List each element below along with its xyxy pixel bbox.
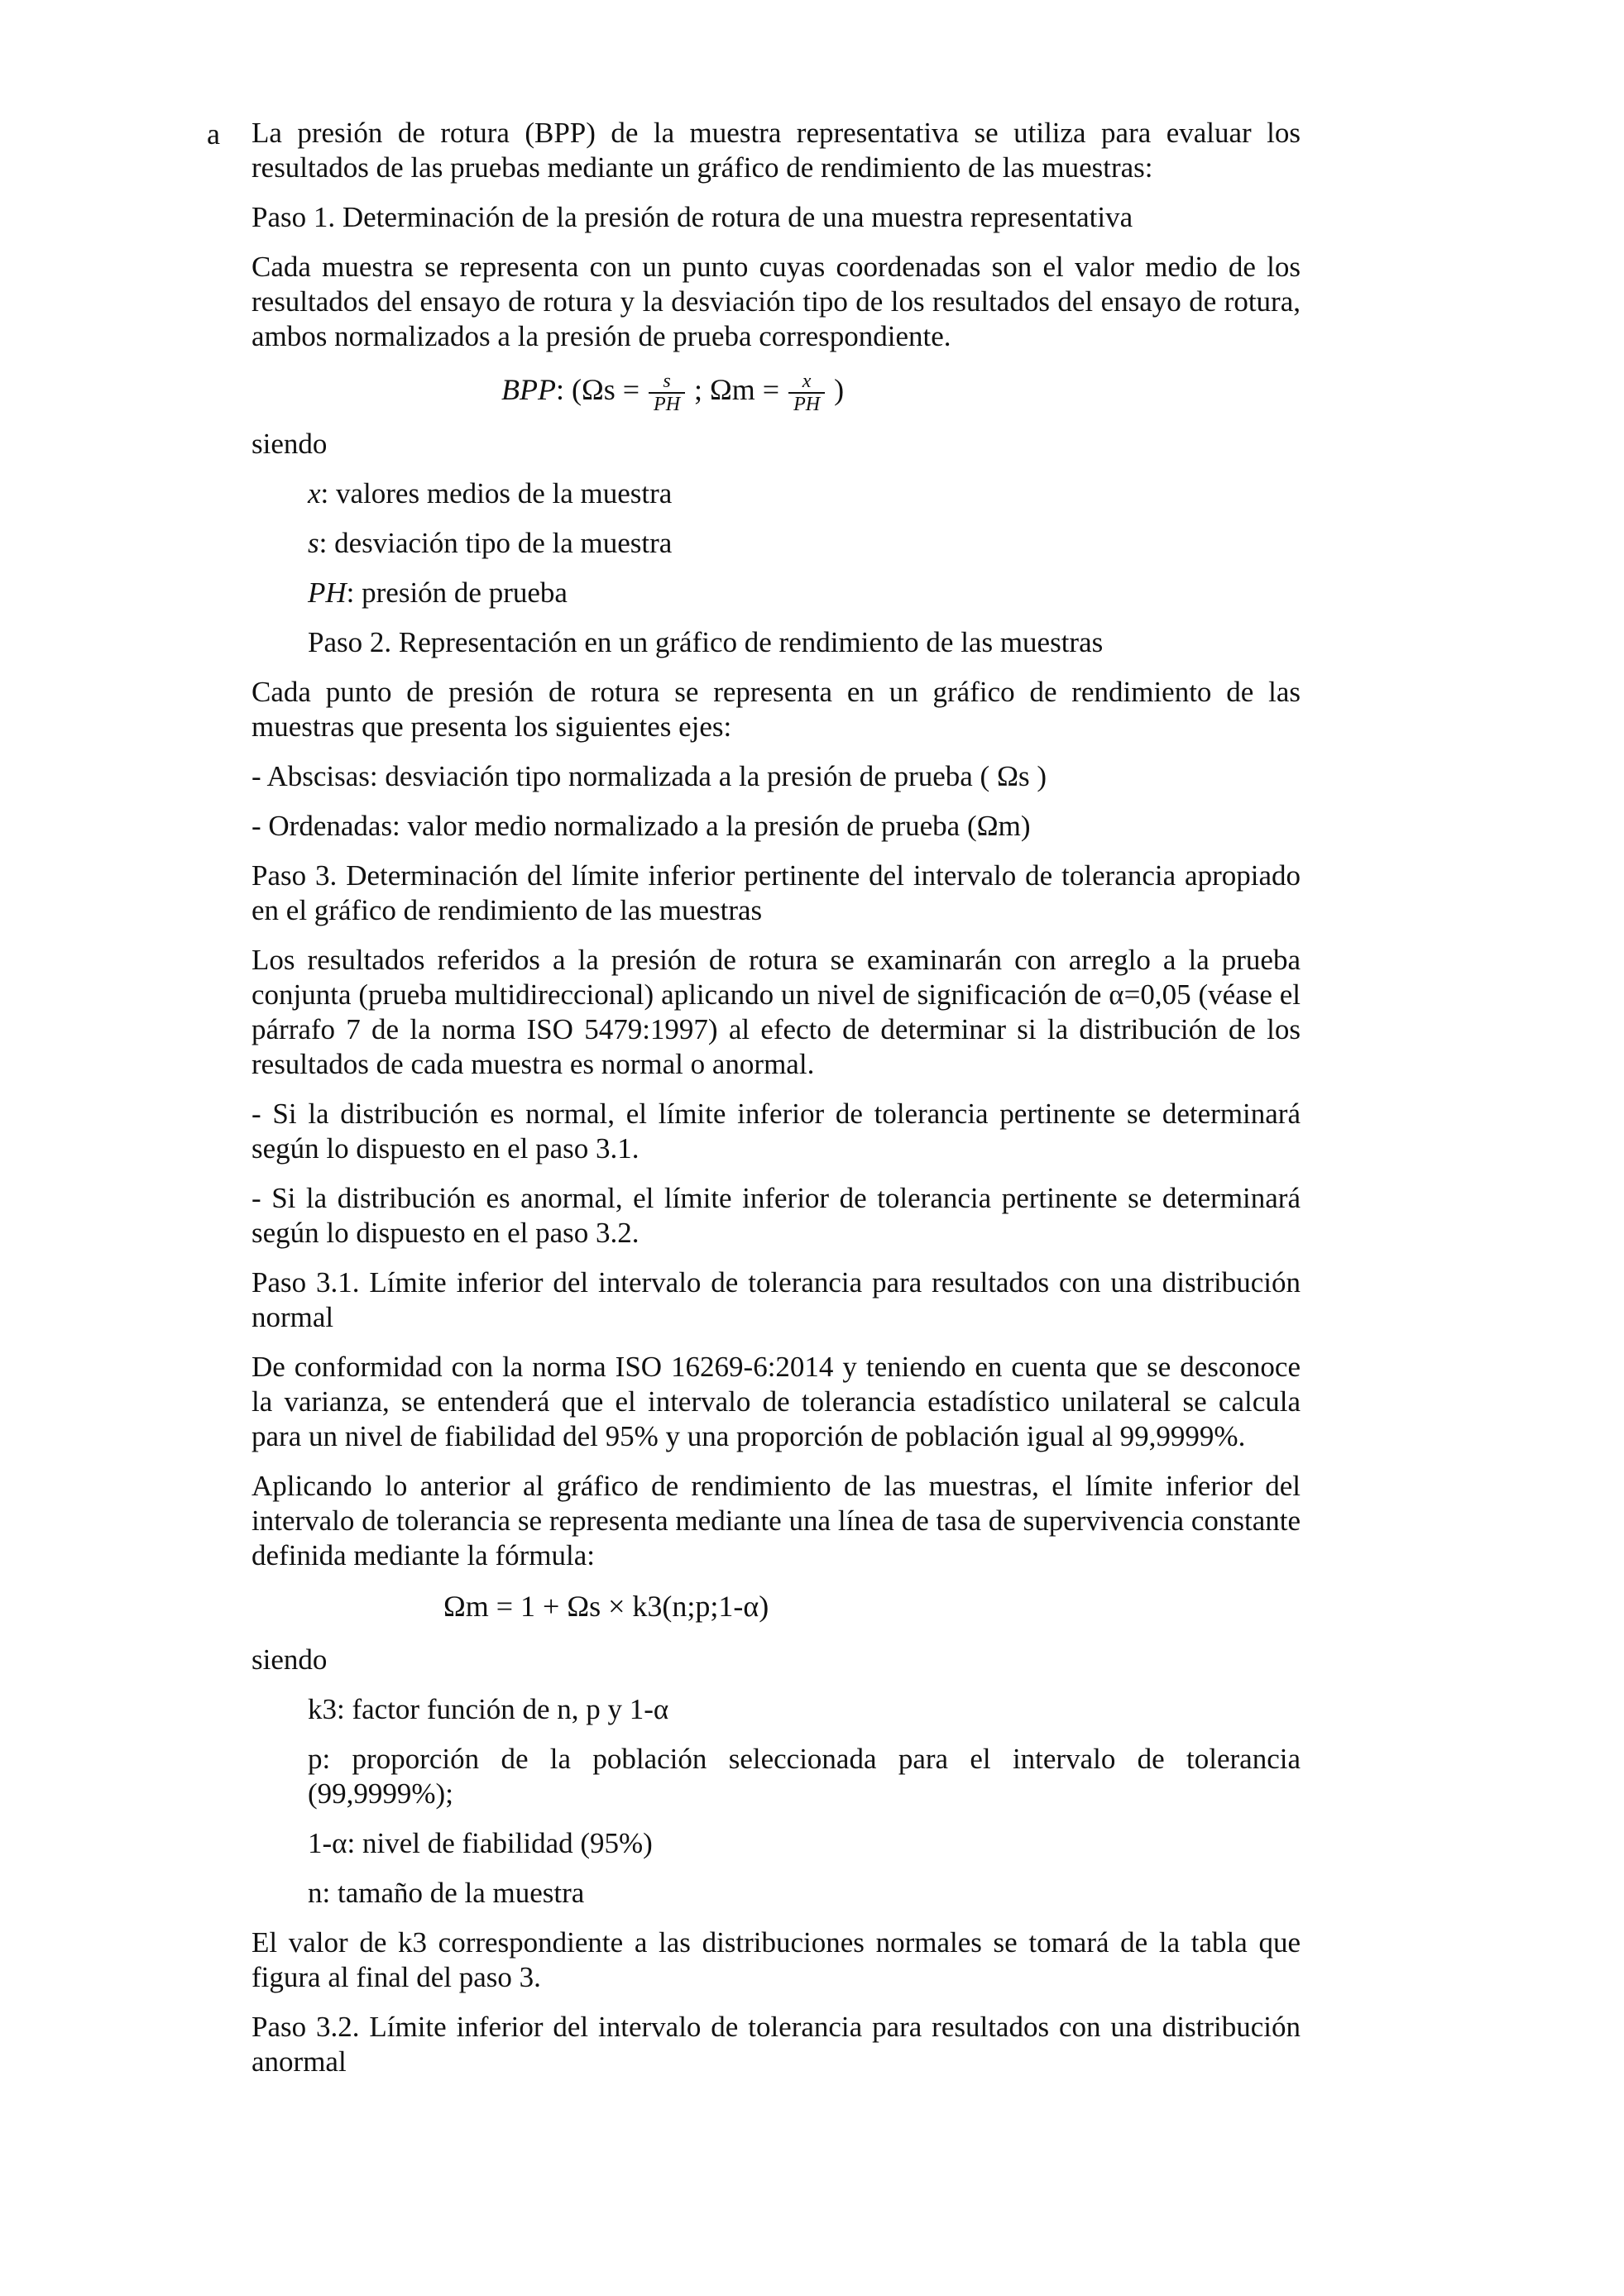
formula-bpp-label: BPP xyxy=(501,373,556,406)
formula-end: ) xyxy=(826,373,845,406)
formula-sep1: : (Ωs = xyxy=(555,373,648,406)
definition-symbol: s xyxy=(308,526,319,559)
paso31-heading: Paso 3.1. Límite inferior del intervalo de tolerancia para resultados con una distribución normal xyxy=(252,1265,1301,1333)
k3-paragraph: El valor de k3 correspondiente a las distribuciones normales se tomará de la tabla que figura al final del paso 3. xyxy=(252,1925,1301,1993)
abscisas-item: - Abscisas: desviación tipo normalizada a la presión de prueba ( Ωs ) xyxy=(252,759,1047,792)
survival-formula: Ωm = 1 + Ωs × k3(n;p;1-α) xyxy=(443,1589,769,1623)
fraction-x-over-ph xyxy=(788,371,825,415)
intro-paragraph: La presión de rotura (BPP) de la muestra representativa se utiliza para evaluar los resultados de las pruebas mediante un gráfico de rendimiento de las muestras: xyxy=(252,117,1301,184)
fraction-s-over-ph xyxy=(649,371,685,415)
document-body xyxy=(252,116,1301,2094)
paso3-paragraph: Los resultados referidos a la presión de rotura se examinarán con arreglo a la prueba conjunta (prueba multidireccional) aplicando un nivel de significación de α=0,05 (véase el párrafo 7 de la norma ISO 5479:1997) al efecto de determinar si la distribución de los resultados de cada muestra es normal o anormal. xyxy=(252,943,1301,1080)
paso31-paragraph-1: De conformidad con la norma ISO 16269-6:2014 y teniendo en cuenta que se desconoce la varianza, se entenderá que el intervalo de tolerancia estadístico unilateral se calcula para un nivel de fiabilidad del 95% y una proporción de población igual al 99,9999%. xyxy=(252,1350,1301,1452)
anormal-rule: - Si la distribución es anormal, el límite inferior de tolerancia pertinente se determinará según lo dispuesto en el paso 3.2. xyxy=(252,1181,1301,1249)
paso1-paragraph: Cada muestra se representa con un punto cuyas coordenadas son el valor medio de los resultados del ensayo de rotura y la desviación tipo de los resultados del ensayo de rotura, ambos normalizados a la presión de prueba correspondiente. xyxy=(252,251,1301,352)
normal-rule: - Si la distribución es normal, el límite inferior de tolerancia pertinente se determinará según lo dispuesto en el paso 3.1. xyxy=(252,1097,1301,1165)
definition-n: n: tamaño de la muestra xyxy=(308,1876,585,1909)
paso1-heading: Paso 1. Determinación de la presión de rotura de una muestra representativa xyxy=(252,201,1133,233)
paso2-heading: Paso 2. Representación en un gráfico de rendimiento de las muestras xyxy=(308,625,1104,658)
fraction-numerator: x xyxy=(788,371,825,394)
definition-text: : presión de prueba xyxy=(346,576,568,609)
definition-k3: k3: factor función de n, p y 1-α xyxy=(308,1692,669,1725)
fraction-numerator: s xyxy=(649,371,685,394)
formula-sep2: ; Ωm = xyxy=(687,373,788,406)
definition-text: : desviación tipo de la muestra xyxy=(319,526,673,559)
list-marker: a xyxy=(207,117,220,151)
definition-symbol: x xyxy=(308,476,321,509)
paso2-paragraph: Cada punto de presión de rotura se representa en un gráfico de rendimiento de las muestras que presenta los siguientes ejes: xyxy=(252,675,1301,743)
paso31-paragraph-2: Aplicando lo anterior al gráfico de rendimiento de las muestras, el límite inferior del intervalo de tolerancia se representa mediante una línea de tasa de supervivencia constante definida mediante la fórmula: xyxy=(252,1469,1301,1571)
bpp-formula xyxy=(501,369,1301,415)
fraction-denominator: PH xyxy=(793,393,821,415)
paso32-heading: Paso 3.2. Límite inferior del intervalo de tolerancia para resultados con una distribución anormal xyxy=(252,2010,1301,2078)
definition-symbol: PH xyxy=(308,576,347,609)
ordenadas-item: - Ordenadas: valor medio normalizado a la presión de prueba (Ωm) xyxy=(252,809,1031,842)
definition-x xyxy=(308,476,1301,511)
definition-p: p: proporción de la población seleccionada para el intervalo de tolerancia (99,9999%); xyxy=(308,1742,1301,1810)
definition-text: : valores medios de la muestra xyxy=(320,476,673,509)
siendo-label: siendo xyxy=(252,427,328,460)
fraction-denominator: PH xyxy=(654,393,681,415)
definition-alpha: 1-α: nivel de fiabilidad (95%) xyxy=(308,1826,653,1859)
siendo-label: siendo xyxy=(252,1643,328,1676)
definition-s xyxy=(308,526,1301,561)
definition-ph xyxy=(308,576,1301,610)
paso3-heading: Paso 3. Determinación del límite inferior pertinente del intervalo de tolerancia apropiado en el gráfico de rendimiento de las muestras xyxy=(252,859,1301,926)
